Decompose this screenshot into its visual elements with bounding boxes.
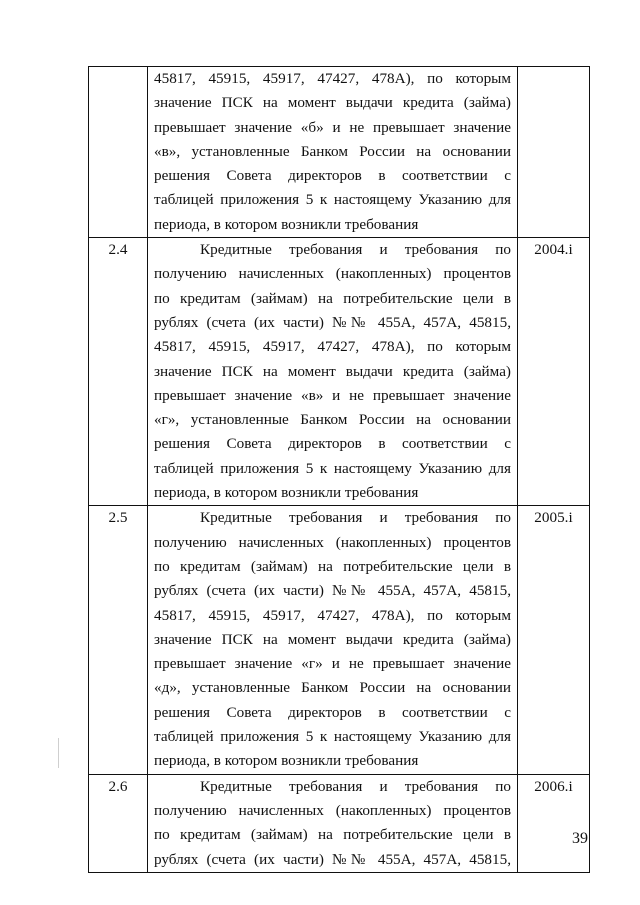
description-line: «в», установленные Банком России на основании — [154, 142, 511, 160]
description-line: 45817, 45915, 45917, 47427, 478А), по которым — [154, 338, 511, 356]
description-line: решения Совета директоров в соответствии с — [154, 435, 511, 453]
description-line: получению начисленных (накопленных) процентов — [154, 801, 511, 819]
description-line: рублях (счета (их части) №№ 455А, 457А, 45815, — [154, 850, 511, 868]
document-table — [88, 66, 590, 873]
table-row — [89, 774, 590, 872]
description-line: периода, в котором возникли требования — [154, 752, 419, 770]
description-line: значение ПСК на момент выдачи кредита (займа) — [154, 630, 511, 648]
row-code — [518, 67, 590, 238]
description-line: таблицей приложения 5 к настоящему Указанию для — [154, 459, 511, 477]
row-number: 2.4 — [89, 238, 148, 506]
description-line: таблицей приложения 5 к настоящему Указанию для — [154, 191, 511, 209]
row-description — [148, 238, 518, 506]
description-line: Кредитные требования и требования по — [200, 509, 511, 527]
description-line: периода, в котором возникли требования — [154, 484, 419, 502]
row-description — [148, 774, 518, 872]
description-line: рублях (счета (их части) №№ 455А, 457А, 45815, — [154, 313, 511, 331]
description-line: получению начисленных (накопленных) процентов — [154, 265, 511, 283]
description-line: превышает значение «г» и не превышает значение — [154, 655, 511, 673]
table-body — [89, 67, 590, 873]
row-number — [89, 67, 148, 238]
row-code: 2005.i — [518, 506, 590, 774]
description-line: решения Совета директоров в соответствии с — [154, 167, 511, 185]
description-line: значение ПСК на момент выдачи кредита (займа) — [154, 94, 511, 112]
description-line: по кредитам (займам) на потребительские цели в — [154, 289, 511, 307]
description-line: по кредитам (займам) на потребительские цели в — [154, 826, 511, 844]
page-number: 39 — [572, 830, 588, 847]
description-line: Кредитные требования и требования по — [200, 241, 511, 259]
description-line: рублях (счета (их части) №№ 455А, 457А, 45815, — [154, 582, 511, 600]
description-line: таблицей приложения 5 к настоящему Указанию для — [154, 728, 511, 746]
row-number: 2.5 — [89, 506, 148, 774]
description-line: 45817, 45915, 45917, 47427, 478А), по которым — [154, 606, 511, 624]
description-line: «д», установленные Банком России на основании — [154, 679, 511, 697]
description-line: значение ПСК на момент выдачи кредита (займа) — [154, 362, 511, 380]
row-description — [148, 506, 518, 774]
table-row — [89, 238, 590, 506]
row-code: 2006.i — [518, 774, 590, 872]
description-line: периода, в котором возникли требования — [154, 215, 419, 233]
description-line: по кредитам (займам) на потребительские цели в — [154, 557, 511, 575]
description-line: превышает значение «в» и не превышает значение — [154, 386, 511, 404]
row-number: 2.6 — [89, 774, 148, 872]
description-line: 45817, 45915, 45917, 47427, 478А), по которым — [154, 70, 511, 87]
table-row — [89, 67, 590, 238]
row-code: 2004.i — [518, 238, 590, 506]
description-line: получению начисленных (накопленных) процентов — [154, 533, 511, 551]
description-line: превышает значение «б» и не превышает значение — [154, 118, 511, 136]
description-line: Кредитные требования и требования по — [200, 777, 511, 795]
description-line: «г», установленные Банком России на основании — [154, 411, 511, 429]
scan-artifact — [58, 738, 59, 768]
row-description — [148, 67, 518, 238]
description-line: решения Совета директоров в соответствии с — [154, 703, 511, 721]
table-row — [89, 506, 590, 774]
